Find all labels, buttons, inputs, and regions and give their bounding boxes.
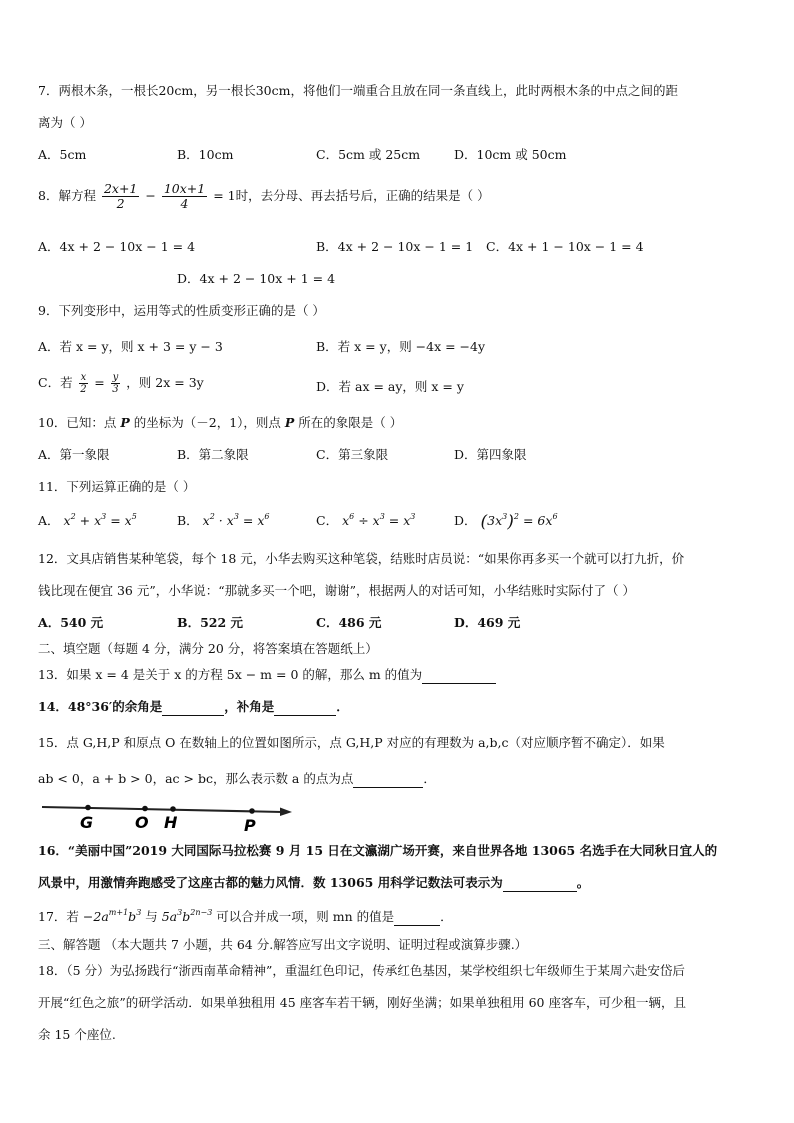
q8-option-c: C．4x + 1 − 10x − 1 = 4 xyxy=(486,239,644,254)
point-g xyxy=(85,805,91,811)
q14-stem xyxy=(38,698,349,716)
q11-option-b xyxy=(177,512,269,530)
q13-text: 13．如果 x = 4 是关于 x 的方程 5x − m = 0 的解，那么 m 的值为 xyxy=(38,667,423,682)
q15-stem-line2 xyxy=(38,770,436,788)
q10-stem-pre: 10．已知：点 xyxy=(38,415,121,430)
q16-stem-line2 xyxy=(38,874,589,892)
q11-option-d xyxy=(454,512,558,531)
q8-fraction-2 xyxy=(162,182,207,211)
q18-stem-line2: 开展“红色之旅”的研学活动．如果单独租用 45 座客车若干辆，刚好坐满；如果单独租用 60 座客车，可少租一辆，且 xyxy=(38,995,686,1010)
point-o xyxy=(142,806,148,812)
q15-stem-line1: 15．点 G,H,P 和原点 O 在数轴上的位置如图所示，点 G,H,P 对应的有理数为 a,b,c（对应顺序暂不确定）．如果 xyxy=(38,735,665,750)
q12-option-a: A．540 元 xyxy=(38,615,104,630)
q7-option-d: D．10cm 或 50cm xyxy=(454,147,567,162)
q9-c-equals: = xyxy=(94,375,105,390)
q11-option-a xyxy=(38,512,137,530)
q11-option-c xyxy=(316,512,415,530)
q10-stem-post: 所在的象限是（ ） xyxy=(294,415,403,430)
q9-c-prefix: C．若 xyxy=(38,375,73,390)
q7-option-b: B．10cm xyxy=(177,147,234,162)
q8-prefix: 8．解方程 xyxy=(38,188,96,203)
q11-d-label: D． xyxy=(454,513,477,528)
q15-answer-blank[interactable] xyxy=(353,773,423,788)
q17-end: ． xyxy=(440,909,453,924)
q16-answer-blank[interactable] xyxy=(503,877,577,892)
label-h: H xyxy=(164,813,178,832)
q15-number-line xyxy=(38,796,338,836)
q8-fraction-1-den: 2 xyxy=(116,196,125,211)
section-3-heading: 三、解答题 （本大题共 7 小题，共 64 分.解答应写出文字说明、证明过程或演算步骤.） xyxy=(38,937,528,952)
q15-end: ． xyxy=(423,771,436,786)
label-g: G xyxy=(80,813,94,832)
q17-term-1: $-2a^{m+1}b^3$ xyxy=(82,908,142,924)
q11-a-label: A． xyxy=(38,513,60,528)
q10-option-b: B．第二象限 xyxy=(177,447,249,462)
q8-option-a: A．4x + 2 − 10x − 1 = 4 xyxy=(38,239,196,254)
q9-c-f2-num: y xyxy=(112,372,119,383)
q9-c-f2-den: 3 xyxy=(112,384,119,395)
q11-stem: 11．下列运算正确的是（ ） xyxy=(38,479,196,494)
q15-conditions: ab < 0，a + b > 0，ac > bc，那么表示数 a 的点为点 xyxy=(38,771,354,786)
q8-fraction-2-den: 4 xyxy=(180,196,189,211)
q8-fraction-1 xyxy=(102,182,139,211)
q10-point-p: P xyxy=(120,415,130,430)
q12-stem-line2: 钱比现在便宜 36 元”，小华说：“那就多买一个吧，谢谢”，根据两人的对话可知，小华结账时实际付了（ ） xyxy=(38,583,635,598)
q11-c-expr: $x^6 \div x^3 = x^3$ xyxy=(342,512,416,528)
q9-option-b: B．若 x = y，则 −4x = −4y xyxy=(316,339,486,354)
section-2-heading: 二、填空题（每题 4 分，满分 20 分，将答案填在答题纸上） xyxy=(38,641,378,656)
q14-answer-blank-1[interactable] xyxy=(162,701,224,716)
q10-option-a: A．第一象限 xyxy=(38,447,110,462)
q14-text-post: ． xyxy=(336,699,349,714)
q10-stem xyxy=(38,414,402,432)
q8-suffix: = 1时，去分母、再去括号后，正确的结果是（ ） xyxy=(213,188,490,203)
label-o: O xyxy=(135,813,149,832)
q17-post: 可以合并成一项，则 mn 的值是 xyxy=(216,909,395,924)
q9-option-d: D．若 ax = ay，则 x = y xyxy=(316,379,464,394)
q7-stem-line2: 离为（ ） xyxy=(38,115,92,130)
q16-end: 。 xyxy=(576,875,590,890)
q17-term-2: $5a^3b^{2n-3}$ xyxy=(161,908,213,924)
q16-stem-line1: 16．“美丽中国”2019 大同国际马拉松赛 9 月 15 日在文瀛湖广场开赛，来自世界各地 13065 名选手在大同秋日宜人的 xyxy=(38,843,718,858)
q7-option-c: C．5cm 或 25cm xyxy=(316,147,421,162)
q11-c-label: C． xyxy=(316,513,339,528)
q12-option-b: B．522 元 xyxy=(177,615,244,630)
q9-c-suffix: ，则 2x = 3y xyxy=(126,375,204,390)
q8-option-b: B．4x + 2 − 10x − 1 = 1 xyxy=(316,239,474,254)
q14-text-pre: 14．48°36′的余角是 xyxy=(38,699,163,714)
q8-fraction-2-num: 10x+1 xyxy=(163,181,206,196)
q14-answer-blank-2[interactable] xyxy=(274,701,336,716)
q13-stem xyxy=(38,666,496,684)
label-p: P xyxy=(244,816,256,835)
q8-stem xyxy=(38,182,490,211)
q17-pre: 17．若 xyxy=(38,909,79,924)
q8-minus: − xyxy=(145,188,156,203)
q7-stem-line1: 7．两根木条，一根长20cm，另一根长30cm，将他们一端重合且放在同一条直线上，此时两根木条的中点之间的距 xyxy=(38,83,678,98)
q11-b-expr: $x^2 \cdot x^3 = x^6$ xyxy=(202,512,270,528)
q17-answer-blank[interactable] xyxy=(394,911,440,926)
q13-answer-blank[interactable] xyxy=(422,669,496,684)
q12-stem-line1: 12．文具店销售某种笔袋，每个 18 元，小华去购买这种笔袋，结账时店员说：“如果你再多买一个就可以打九折，价 xyxy=(38,551,685,566)
point-h xyxy=(170,806,176,812)
q9-option-a: A．若 x = y，则 x + 3 = y − 3 xyxy=(38,339,223,354)
number-line-axis xyxy=(42,807,282,812)
q10-option-c: C．第三象限 xyxy=(316,447,389,462)
q18-stem-line1: 18．（5 分）为弘扬践行“浙西南革命精神”，重温红色印记，传承红色基因，某学校组织七年级师生于某周六赴安岱后 xyxy=(38,963,685,978)
q9-c-fraction-1 xyxy=(79,372,89,395)
q12-option-c: C．486 元 xyxy=(316,615,382,630)
q11-b-label: B． xyxy=(177,513,199,528)
q9-stem: 9．下列变形中，运用等式的性质变形正确的是（ ） xyxy=(38,303,325,318)
q10-option-d: D．第四象限 xyxy=(454,447,527,462)
q9-c-f1-den: 2 xyxy=(80,384,87,395)
q11-a-expr: $x^2 + x^3 = x^5$ xyxy=(63,512,137,528)
q10-stem-mid: 的坐标为（－2，1），则点 xyxy=(129,415,285,430)
q8-option-d: D．4x + 2 − 10x + 1 = 4 xyxy=(177,271,336,286)
q17-stem: 17．若 $-2a^{m+1}b^3$ 与 $5a^3b^{2n-3}$ 可以合并成一项，则 mn 的值是 ． xyxy=(38,908,453,924)
q8-fraction-1-num: 2x+1 xyxy=(103,181,138,196)
q9-c-fraction-2 xyxy=(111,372,121,395)
q14-text-mid: ，补角是 xyxy=(224,699,275,714)
q9-option-c xyxy=(38,372,204,395)
q11-d-expr: $(3x^3)^2 = 6x^6$ xyxy=(480,512,558,532)
q18-stem-line3: 余 15 个座位. xyxy=(38,1027,116,1042)
q9-c-f1-num: x xyxy=(80,372,87,383)
q7-option-a: A．5cm xyxy=(38,147,87,162)
number-line-arrow xyxy=(280,808,292,817)
q16-text: 风景中，用激情奔跑感受了这座古都的魅力风情．数 13065 用科学记数法可表示为 xyxy=(38,875,503,890)
q12-option-d: D．469 元 xyxy=(454,615,521,630)
q10-point-p-2: P xyxy=(284,415,295,430)
point-p xyxy=(249,808,255,814)
